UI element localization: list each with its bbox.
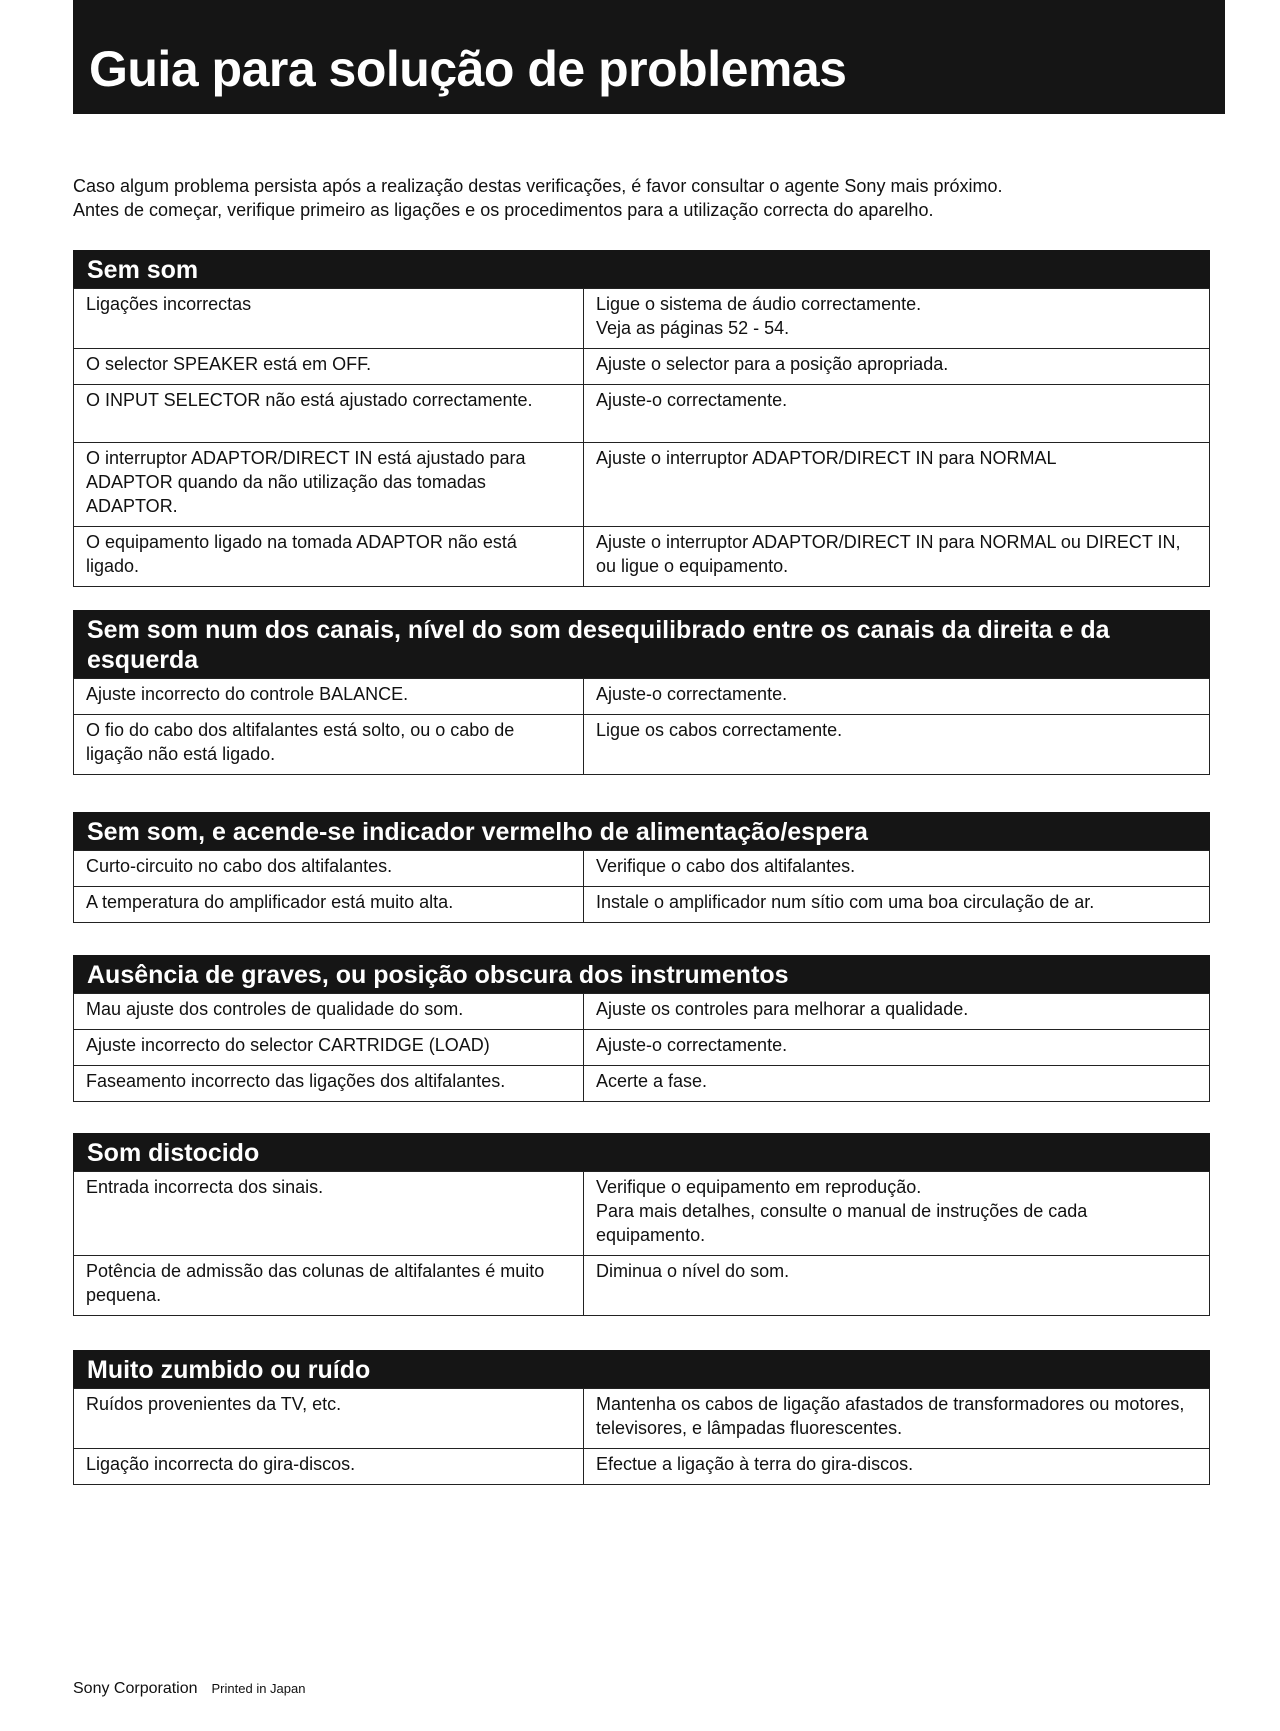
cause-cell (74, 994, 584, 1030)
remedy-text: Ajuste os controles para melhorar a qualidade. (596, 999, 969, 1019)
page-header (73, 0, 1225, 114)
table-row (74, 1389, 1210, 1449)
table-row (74, 1256, 1210, 1316)
cause-cell (74, 385, 584, 443)
cause-text: Faseamento incorrecto das ligações dos altifalantes. (86, 1071, 506, 1091)
remedy-cell (584, 443, 1210, 527)
cause-text: A temperatura do amplificador está muito alta. (86, 892, 454, 912)
remedy-cell (584, 679, 1210, 715)
cause-text: Ligações incorrectas (86, 294, 252, 314)
table-row (74, 385, 1210, 443)
remedy-cell (584, 1030, 1210, 1066)
cause-cell (74, 443, 584, 527)
troubleshoot-table (73, 678, 1210, 775)
table-row (74, 349, 1210, 385)
intro-line: Caso algum problema persista após a realização destas verificações, é favor consultar o agente Sony mais próximo. (73, 176, 1003, 196)
cause-cell (74, 1030, 584, 1066)
cause-cell (74, 1389, 584, 1449)
remedy-cell (584, 527, 1210, 587)
cause-text: Ruídos provenientes da TV, etc. (86, 1394, 342, 1414)
table-row (74, 994, 1210, 1030)
section-som-distocido (73, 1133, 1210, 1316)
remedy-text: Ajuste-o correctamente. (596, 1035, 788, 1055)
remedy-cell (584, 887, 1210, 923)
footer (73, 1680, 305, 1698)
cause-text: O INPUT SELECTOR não está ajustado correctamente. (86, 390, 533, 410)
remedy-text: Ajuste o interruptor ADAPTOR/DIRECT IN para NORMAL ou DIRECT IN, ou ligue o equipamento. (596, 532, 1181, 576)
company-name: Sony Corporation (73, 1680, 198, 1697)
section-canais (73, 610, 1210, 775)
table-row (74, 715, 1210, 775)
cause-text: Ligação incorrecta do gira-discos. (86, 1454, 356, 1474)
cause-cell (74, 289, 584, 349)
remedy-text: Acerte a fase. (596, 1071, 708, 1091)
remedy-text: Ajuste-o correctamente. (596, 390, 788, 410)
remedy-cell (584, 1172, 1210, 1256)
section-graves (73, 955, 1210, 1102)
remedy-cell (584, 385, 1210, 443)
table-row (74, 679, 1210, 715)
cause-text: O equipamento ligado na tomada ADAPTOR não está ligado. (86, 532, 517, 576)
remedy-text: Instale o amplificador num sítio com uma boa circulação de ar. (596, 892, 1095, 912)
remedy-cell (584, 1256, 1210, 1316)
remedy-text: Verifique o equipamento em reprodução. (596, 1177, 922, 1197)
remedy-text: Ajuste-o correctamente. (596, 684, 788, 704)
table-row (74, 1066, 1210, 1102)
cause-cell (74, 527, 584, 587)
remedy-cell (584, 1389, 1210, 1449)
remedy-cell (584, 289, 1210, 349)
cause-text: Potência de admissão das colunas de altifalantes é muito pequena. (86, 1261, 545, 1305)
section-title: Sem som, e acende-se indicador vermelho de alimentação/espera (73, 812, 1210, 850)
table-row (74, 1172, 1210, 1256)
table-row (74, 887, 1210, 923)
intro-line: Antes de começar, verifique primeiro as ligações e os procedimentos para a utilização correcta do aparelho. (73, 200, 934, 220)
cause-text: Ajuste incorrecto do selector CARTRIDGE (LOAD) (86, 1035, 490, 1055)
section-sem-som (73, 250, 1210, 587)
cause-text: Entrada incorrecta dos sinais. (86, 1177, 324, 1197)
section-title: Ausência de graves, ou posição obscura dos instrumentos (73, 955, 1210, 993)
cause-cell (74, 1066, 584, 1102)
table-row (74, 1030, 1210, 1066)
remedy-text: Ajuste o interruptor ADAPTOR/DIRECT IN para NORMAL (596, 448, 1057, 468)
cause-cell (74, 851, 584, 887)
troubleshoot-table (73, 1171, 1210, 1316)
remedy-text: Ajuste o selector para a posição apropriada. (596, 354, 949, 374)
table-row (74, 443, 1210, 527)
remedy-cell (584, 1449, 1210, 1485)
cause-text: O fio do cabo dos altifalantes está solto, ou o cabo de ligação não está ligado. (86, 720, 515, 764)
cause-text: Mau ajuste dos controles de qualidade do som. (86, 999, 464, 1019)
cause-text: Ajuste incorrecto do controle BALANCE. (86, 684, 409, 704)
section-title: Sem som (73, 250, 1210, 288)
remedy-cell (584, 994, 1210, 1030)
remedy-text: Verifique o cabo dos altifalantes. (596, 856, 856, 876)
remedy-cell (584, 349, 1210, 385)
cause-cell (74, 715, 584, 775)
troubleshoot-table (73, 1388, 1210, 1485)
table-row (74, 851, 1210, 887)
remedy-text: Mantenha os cabos de ligação afastados de transformadores ou motores, televisores, e lâmpadas fluorescentes. (596, 1394, 1185, 1438)
section-indicador (73, 812, 1210, 923)
cause-text: O interruptor ADAPTOR/DIRECT IN está ajustado para ADAPTOR quando da não utilização das tomadas ADAPTOR. (86, 448, 526, 516)
page-title: Guia para solução de problemas (89, 41, 847, 97)
cause-cell (74, 1256, 584, 1316)
section-title: Som distocido (73, 1133, 1210, 1171)
remedy-text: Efectue a ligação à terra do gira-discos. (596, 1454, 914, 1474)
cause-cell (74, 1449, 584, 1485)
printed-note: Printed in Japan (211, 1681, 306, 1696)
remedy-cell (584, 851, 1210, 887)
troubleshoot-table (73, 850, 1210, 923)
section-title: Muito zumbido ou ruído (73, 1350, 1210, 1388)
remedy-text: Ligue os cabos correctamente. (596, 720, 843, 740)
intro-text (73, 174, 1223, 222)
remedy-text: Ligue o sistema de áudio correctamente. (596, 294, 922, 314)
cause-cell (74, 1172, 584, 1256)
remedy-text: Veja as páginas 52 - 54. (596, 318, 790, 338)
troubleshoot-table (73, 288, 1210, 587)
table-row (74, 527, 1210, 587)
table-row (74, 289, 1210, 349)
remedy-text: Diminua o nível do som. (596, 1261, 790, 1281)
cause-text: O selector SPEAKER está em OFF. (86, 354, 372, 374)
cause-cell (74, 679, 584, 715)
table-row (74, 1449, 1210, 1485)
remedy-text: Para mais detalhes, consulte o manual de instruções de cada equipamento. (596, 1201, 1088, 1245)
section-title: Sem som num dos canais, nível do som desequilibrado entre os canais da direita e da esquerda (73, 610, 1210, 678)
troubleshoot-table (73, 993, 1210, 1102)
remedy-cell (584, 1066, 1210, 1102)
cause-cell (74, 349, 584, 385)
cause-text: Curto-circuito no cabo dos altifalantes. (86, 856, 393, 876)
section-zumbido (73, 1350, 1210, 1485)
remedy-cell (584, 715, 1210, 775)
cause-cell (74, 887, 584, 923)
